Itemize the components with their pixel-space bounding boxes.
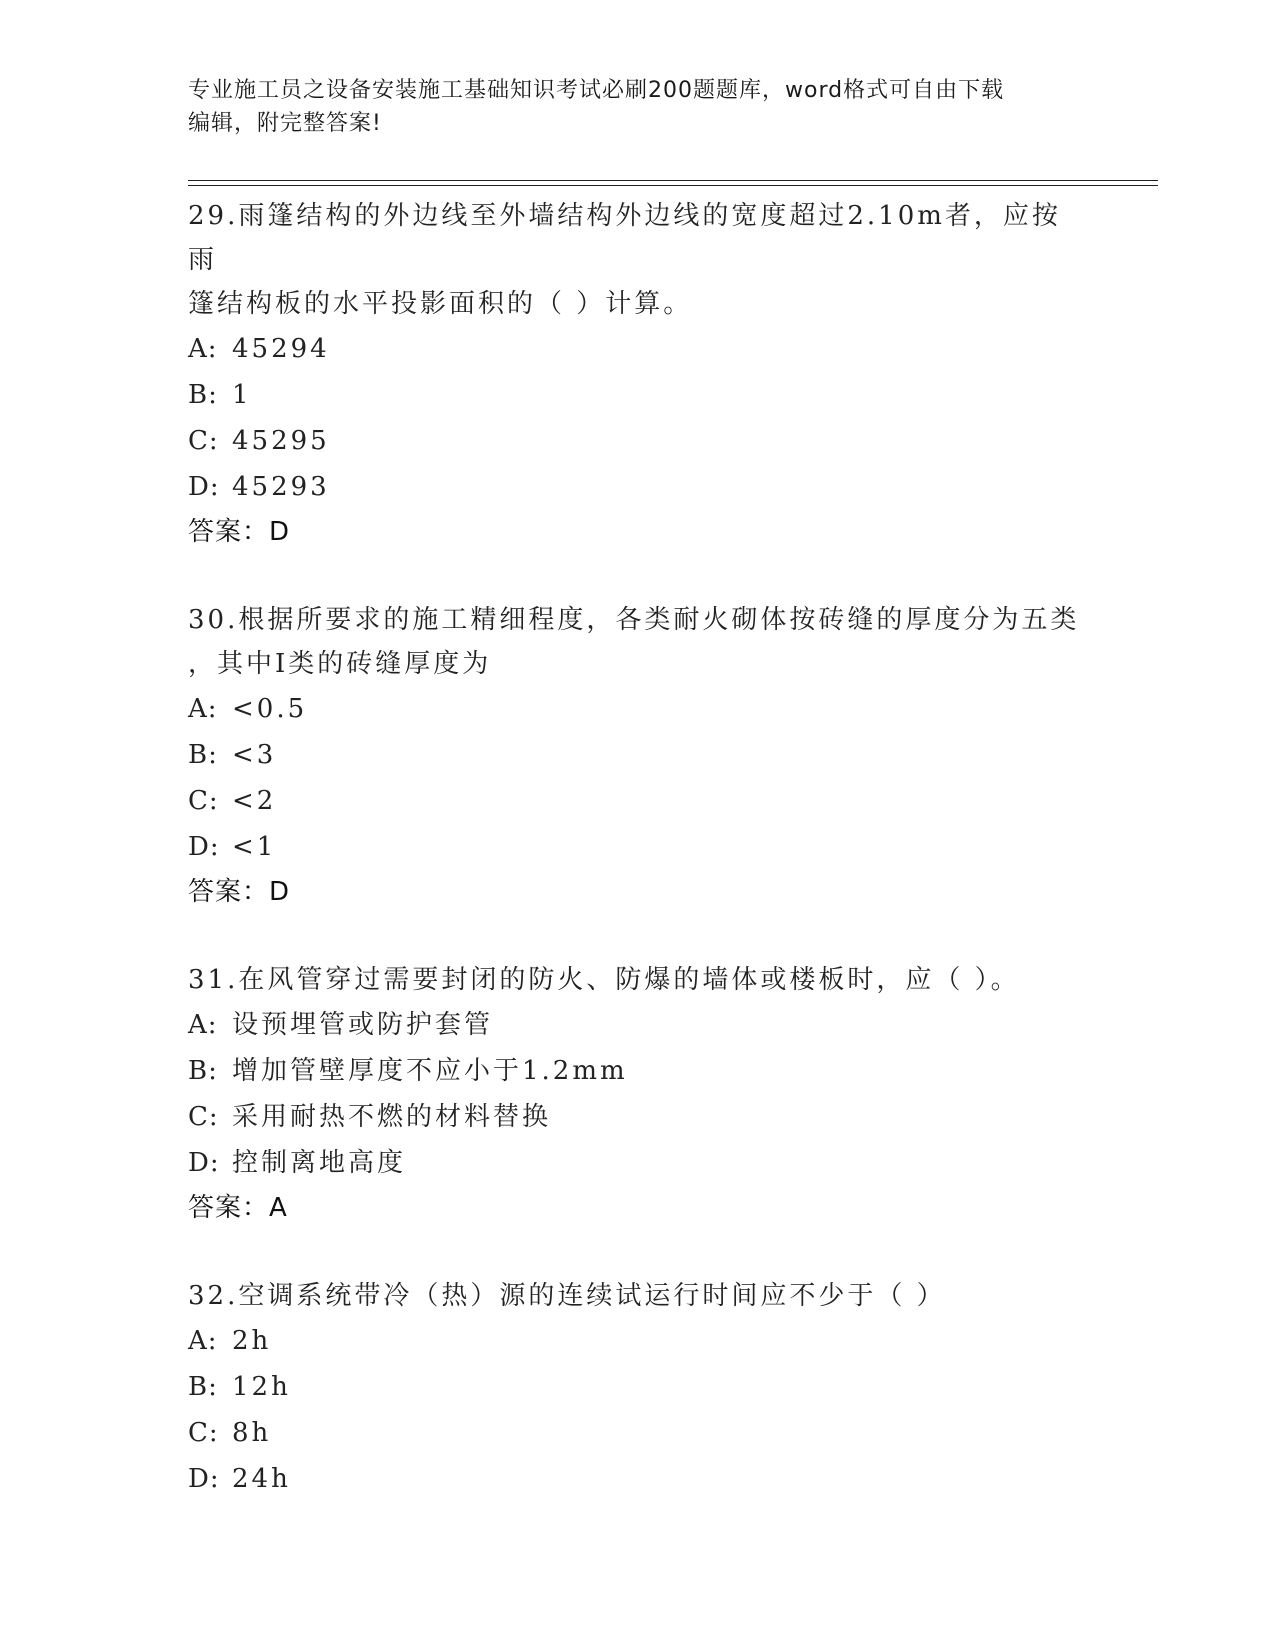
option-letter: C: <box>188 1102 219 1132</box>
option-letter: B: <box>188 380 218 410</box>
option-c <box>188 418 1088 464</box>
question-list <box>188 190 1088 1502</box>
option-b <box>188 1364 1088 1410</box>
option-letter: C: <box>188 426 219 456</box>
option-value: 24h <box>232 1464 291 1494</box>
option-d <box>188 464 1088 510</box>
option-letter: A: <box>188 694 218 724</box>
option-b <box>188 1048 1088 1094</box>
option-value: 45293 <box>232 472 330 502</box>
option-letter: D: <box>188 1148 220 1178</box>
question-29 <box>188 194 1088 554</box>
question-text-line: 篷结构板的水平投影面积的（ ）计算。 <box>188 289 693 319</box>
question-text-line: 32.空调系统带冷（热）源的连续试运行时间应不少于（ ） <box>188 1281 946 1311</box>
option-value: <3 <box>232 740 277 770</box>
option-d <box>188 1456 1088 1502</box>
question-text-line: 31.在风管穿过需要封闭的防火、防爆的墙体或楼板时，应（ ）。 <box>188 965 1020 995</box>
header-line-1: 专业施工员之设备安装施工基础知识考试必刷200题题库，word格式可自由下载 <box>188 78 1005 103</box>
question-spacer <box>188 554 1088 594</box>
answer-label: 答案：D <box>188 877 291 907</box>
question-text <box>188 194 1088 326</box>
question-text <box>188 1274 1088 1318</box>
option-value: 设预埋管或防护套管 <box>232 1010 494 1040</box>
question-text-line: 29.雨篷结构的外边线至外墙结构外边线的宽度超过2.10m者，应按雨 <box>188 201 1061 275</box>
option-value: 增加管壁厚度不应小于1.2mm <box>232 1056 628 1086</box>
header-line-2: 编辑，附完整答案! <box>188 111 382 136</box>
option-c <box>188 778 1088 824</box>
question-spacer <box>188 914 1088 954</box>
option-letter: C: <box>188 786 219 816</box>
option-value: <2 <box>232 786 277 816</box>
answer-label: 答案：D <box>188 517 291 547</box>
option-letter: D: <box>188 832 220 862</box>
option-letter: B: <box>188 740 218 770</box>
question-32 <box>188 1274 1088 1502</box>
option-value: 45294 <box>232 334 330 364</box>
option-a <box>188 326 1088 372</box>
option-letter: D: <box>188 472 220 502</box>
question-30 <box>188 598 1088 914</box>
answer-label: 答案：A <box>188 1193 288 1223</box>
option-value: 12h <box>232 1372 291 1402</box>
option-letter: A: <box>188 1010 218 1040</box>
option-letter: C: <box>188 1418 219 1448</box>
question-text <box>188 958 1088 1002</box>
option-value: <0.5 <box>232 694 308 724</box>
option-letter: A: <box>188 1326 218 1356</box>
option-a <box>188 1318 1088 1364</box>
option-value: 采用耐热不燃的材料替换 <box>232 1102 552 1132</box>
option-a <box>188 1002 1088 1048</box>
option-letter: B: <box>188 1056 218 1086</box>
option-b <box>188 732 1088 778</box>
option-value: 45295 <box>232 426 330 456</box>
option-b <box>188 372 1088 418</box>
question-text <box>188 598 1088 686</box>
option-letter: B: <box>188 1372 218 1402</box>
header-divider-bottom <box>188 185 1158 186</box>
option-value: 2h <box>232 1326 272 1356</box>
question-text-line: 30.根据所要求的施工精细程度，各类耐火砌体按砖缝的厚度分为五类 <box>188 605 1080 635</box>
option-value: <1 <box>232 832 277 862</box>
question-31 <box>188 958 1088 1230</box>
option-letter: D: <box>188 1464 220 1494</box>
option-d <box>188 824 1088 870</box>
option-letter: A: <box>188 334 218 364</box>
option-value: 控制离地高度 <box>232 1148 407 1178</box>
option-c <box>188 1410 1088 1456</box>
option-d <box>188 1140 1088 1186</box>
option-value: 1 <box>232 380 252 410</box>
header-divider-top <box>188 180 1158 181</box>
option-c <box>188 1094 1088 1140</box>
option-a <box>188 686 1088 732</box>
question-spacer <box>188 1230 1088 1270</box>
document-header <box>188 74 1088 140</box>
option-value: 8h <box>232 1418 272 1448</box>
question-text-line: ，其中I类的砖缝厚度为 <box>188 649 492 679</box>
